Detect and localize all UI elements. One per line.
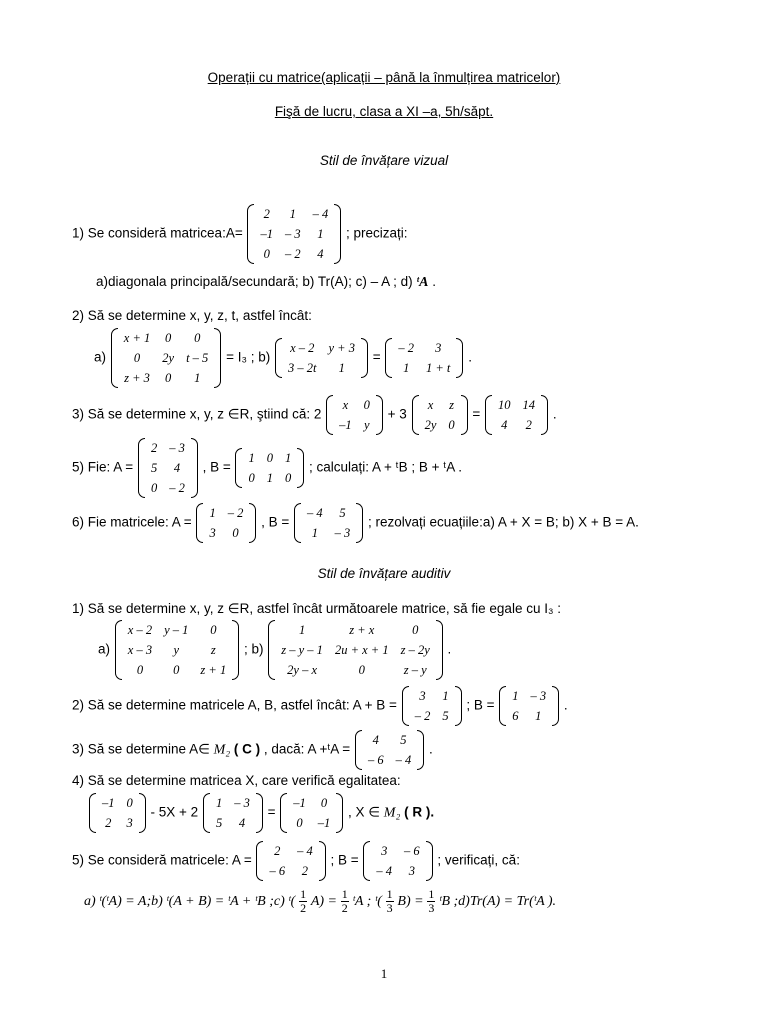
matrix-grid — [409, 686, 455, 726]
matrix-bracket-right — [552, 686, 559, 726]
matrix-cell: 3 — [126, 816, 133, 830]
matrix-bracket-right — [417, 730, 424, 770]
problem-1-visual — [72, 204, 408, 264]
matrix-cell: 2 — [525, 418, 532, 432]
matrix-bracket-right — [139, 793, 146, 833]
matrix-cell: 1 — [512, 689, 519, 703]
matrix-cell: 0 — [320, 796, 328, 810]
matrix-3-1 — [326, 395, 383, 435]
property-text: a) ᵗ(ᵗA) = A;b) ᵗ(A + B) = ᵗA + ᵗB ;c) ᵗ( — [84, 894, 296, 910]
matrix-cell: 0 — [210, 623, 217, 637]
matrix-6-B — [294, 503, 363, 543]
problem-2-auditive — [72, 686, 568, 726]
matrix-bracket-left — [280, 793, 287, 833]
matrix-grid — [96, 793, 139, 833]
matrix-3-3 — [485, 395, 548, 435]
matrix-cell: 14 — [522, 398, 536, 412]
matrix-cell: 1 — [338, 361, 345, 375]
matrix-bracket-left — [385, 338, 392, 378]
matrix-cell: 2u + x + 1 — [334, 643, 389, 657]
matrix-cell: 0 — [448, 418, 455, 432]
page-number: 1 — [380, 966, 388, 981]
matrix-bracket-right — [336, 793, 343, 833]
matrix-bracket-left — [138, 438, 145, 498]
matrix-bracket-left — [256, 841, 263, 881]
problem-5-properties — [84, 888, 556, 915]
matrix-cell: – 3 — [530, 689, 547, 703]
problem-1-auditive: 1) Să se determine x, y, z ∈R, astfel încât următoarele matrice, să fie egale cu I₃ : — [72, 601, 561, 616]
matrix-cell: 0 — [126, 796, 133, 810]
matrix-cell: 5 — [339, 506, 346, 520]
matrix-bracket-left — [247, 204, 254, 264]
problem-2-visual: 2) Să se determine x, y, z, t, astfel încât: — [72, 308, 312, 323]
matrix-cell: – 2 — [227, 506, 244, 520]
matrix-bracket-left — [268, 620, 275, 680]
matrix-cell: –1 — [339, 418, 352, 432]
matrix-cell: 5 — [442, 709, 449, 723]
matrix-bracket-left — [363, 841, 370, 881]
matrix-grid — [118, 328, 215, 388]
page-subtitle: Fişă de lucru, clasa a XI –a, 5h/săpt. — [274, 104, 494, 119]
matrix-cell: 1 — [266, 471, 273, 485]
matrix-2a — [111, 328, 222, 388]
matrix-cell: 2 — [301, 864, 309, 878]
matrix-grid — [282, 338, 361, 378]
problem-4-equation — [88, 793, 434, 833]
matrix-bracket-left — [402, 686, 409, 726]
matrix-3-2 — [412, 395, 468, 435]
matrix-grid — [419, 395, 461, 435]
matrix-cell: 1 — [209, 506, 216, 520]
matrix-cell: – 3 — [169, 441, 185, 455]
problem-text: . — [428, 741, 433, 757]
matrix-bracket-right — [456, 338, 463, 378]
matrix-grid — [122, 620, 232, 680]
matrix-cell: 1 — [289, 207, 296, 221]
matrix-cell: 1 — [194, 371, 201, 385]
matrix-cell: 1 — [298, 623, 306, 637]
matrix-cell: 0 — [136, 663, 144, 677]
problem-text: 6) Fie matricele: A = — [72, 514, 192, 530]
matrix-cell: x — [342, 398, 349, 412]
problem-1-auditive-matrices — [98, 620, 451, 680]
matrix-cell: –1 — [260, 227, 273, 241]
matrix-cell: x + 1 — [123, 331, 151, 345]
matrix-cell: 4 — [317, 247, 324, 261]
matrix-cell: – 6 — [404, 844, 420, 858]
matrix-grid — [301, 503, 356, 543]
matrix-grid — [333, 395, 376, 435]
matrix-q2-2 — [499, 686, 559, 726]
problem-1-items — [96, 274, 436, 291]
matrix-cell: t – 5 — [186, 351, 209, 365]
matrix-cell: x – 3 — [127, 643, 153, 657]
matrix-q2-1 — [402, 686, 462, 726]
fraction-num: 1 — [428, 887, 435, 901]
fraction-one-half-rhs — [341, 888, 349, 915]
matrix-cell: 1 — [535, 709, 542, 723]
fraction-den: 2 — [300, 901, 307, 915]
matrix-bracket-right — [334, 204, 341, 264]
matrix-2b-left — [275, 338, 368, 378]
matrix-grid — [203, 503, 249, 543]
matrix-bracket-right — [319, 841, 326, 881]
problem-text: 5) Se consideră matricele: A = — [72, 852, 252, 868]
fraction-num: 1 — [341, 887, 348, 901]
matrix-cell: 1 — [215, 796, 223, 810]
matrix-cell: – 4 — [376, 864, 393, 878]
matrix-cell: 4 — [501, 418, 508, 432]
matrix-cell: y — [363, 418, 370, 432]
matrix-bracket-left — [89, 793, 96, 833]
problem-text: , B = — [202, 459, 231, 475]
matrix-cell: y – 1 — [164, 623, 189, 637]
matrix-q3 — [355, 730, 424, 770]
matrix-cell: 4 — [238, 816, 246, 830]
matrix-bracket-left — [294, 503, 301, 543]
problem-5-visual — [72, 438, 462, 498]
problem-text: a)diagonala principală/secundară; b) Tr(A); c) – A ; d) — [96, 274, 413, 289]
matrix-cell: x — [427, 398, 434, 412]
matrix-q5-A — [256, 841, 325, 881]
property-text: A) = — [310, 894, 337, 910]
matrix-cell: 5 — [215, 816, 223, 830]
problem-5-auditive — [72, 841, 520, 881]
matrix-cell: –1 — [293, 796, 306, 810]
problem-text: = — [267, 804, 276, 820]
matrix-grid — [254, 204, 334, 264]
matrix-cell: 1 + t — [426, 361, 451, 375]
matrix-cell: z – 2y — [400, 643, 430, 657]
matrix-cell: 0 — [263, 247, 270, 261]
fraction-den: 3 — [428, 901, 435, 915]
problem-text: ; B = — [466, 697, 495, 713]
matrix-cell: 2y – x — [287, 663, 318, 677]
matrix-cell: z + x — [349, 623, 375, 637]
problem-text: 5) Fie: A = — [72, 459, 134, 475]
problem-text: . — [468, 349, 472, 365]
matrix-bracket-right — [376, 395, 383, 435]
matrix-bracket-left — [499, 686, 506, 726]
matrix-2b-right — [385, 338, 463, 378]
matrix-bracket-right — [214, 328, 221, 388]
matrix-cell: 0 — [232, 526, 239, 540]
problem-text: ; rezolvați ecuațiile:a) A + X = B; b) X + B = A. — [368, 514, 639, 530]
matrix-cell: y + 3 — [328, 341, 355, 355]
matrix-cell: 1 — [442, 689, 449, 703]
matrix-bracket-left — [203, 793, 210, 833]
property-text: B) = — [397, 894, 424, 910]
matrix-cell: z + 1 — [200, 663, 227, 677]
problem-3-visual — [72, 395, 557, 435]
matrix-bracket-left — [275, 338, 282, 378]
matrix-cell: 5 — [400, 733, 407, 747]
section-title-visual: Stil de învățare vizual — [319, 153, 449, 168]
problem-text: ; precizați: — [346, 225, 408, 241]
matrix-cell: z — [449, 398, 454, 412]
matrix-cell: 0 — [173, 663, 180, 677]
problem-text: 3) Să se determine A∈ — [72, 741, 210, 757]
matrix-cell: 3 – 2t — [287, 361, 317, 375]
fraction-one-third — [386, 888, 394, 915]
matrix-5-A — [138, 438, 198, 498]
matrix-cell: – 4 — [312, 207, 329, 221]
matrix-bracket-right — [541, 395, 548, 435]
matrix-grid — [210, 793, 256, 833]
problem-text: , dacă: A +ᵗA = — [263, 741, 351, 757]
matrix-cell: 2 — [263, 207, 270, 221]
problem-text: . — [447, 641, 452, 657]
matrix-cell: 0 — [363, 398, 370, 412]
matrix-grid — [263, 841, 318, 881]
matrix-cell: 3 — [209, 526, 216, 540]
matrix-cell: x – 2 — [127, 623, 153, 637]
problem-2-equations — [94, 328, 472, 388]
matrix-grid — [242, 448, 297, 488]
matrix-cell: 0 — [165, 331, 172, 345]
matrix-5-B — [235, 448, 304, 488]
matrix-cell: y — [173, 643, 180, 657]
page-title: Operații cu matrice(aplicații – până la înmulțirea matricelor) — [207, 70, 561, 85]
matrix-cell: –1 — [102, 796, 115, 810]
matrix-grid — [370, 841, 425, 881]
matrix-cell: – 2 — [398, 341, 414, 355]
matrix-cell: 0 — [284, 471, 292, 485]
matrix-cell: 0 — [133, 351, 141, 365]
matrix-cell: 4 — [372, 733, 379, 747]
matrix-cell: 0 — [248, 471, 255, 485]
matrix-cell: 0 — [150, 481, 158, 495]
matrix-grid — [287, 793, 336, 833]
problem-3-auditive — [72, 730, 433, 770]
matrix-grid — [145, 438, 191, 498]
matrix-cell: 0 — [296, 816, 303, 830]
fraction-num: 1 — [300, 887, 307, 901]
matrix-cell: 10 — [498, 398, 511, 412]
matrix-q4-1 — [89, 793, 146, 833]
matrix-cell: – 3 — [234, 796, 250, 810]
problem-text: ; b) — [243, 641, 264, 657]
problem-text: = — [472, 406, 481, 422]
matrix-cell: 3 — [419, 689, 426, 703]
matrix-bracket-right — [426, 841, 433, 881]
fraction-num: 1 — [386, 887, 393, 901]
matrix-q4-3 — [280, 793, 343, 833]
matrix-grid — [362, 730, 417, 770]
matrix-cell: 2y — [424, 418, 437, 432]
matrix-cell: 3 — [381, 844, 388, 858]
matrix-q1-b — [268, 620, 443, 680]
matrix-cell: 5 — [150, 461, 158, 475]
matrix-cell: 2 — [105, 816, 112, 830]
transpose-A: ᵗA — [416, 275, 429, 290]
problem-text: a) — [94, 349, 107, 365]
matrix-bracket-left — [412, 395, 419, 435]
matrix-cell: 2 — [274, 844, 281, 858]
matrix-cell: – 4 — [297, 844, 313, 858]
matrix-grid — [275, 620, 436, 680]
problem-text: , X ∈ — [348, 804, 381, 820]
problem-text: + 3 — [387, 406, 407, 422]
matrix-cell: 2y — [162, 351, 175, 365]
matrix-bracket-right — [436, 620, 443, 680]
matrix-cell: – 2 — [169, 481, 185, 495]
matrix-bracket-left — [235, 448, 242, 488]
matrix-cell: – 6 — [269, 864, 286, 878]
matrix-bracket-right — [256, 793, 263, 833]
matrix-cell: 0 — [194, 331, 201, 345]
matrix-bracket-right — [461, 395, 468, 435]
problem-text: 1) Se consideră matricea:A= — [72, 225, 243, 241]
matrix-cell: 4 — [173, 461, 181, 475]
matrix-bracket-left — [326, 395, 333, 435]
matrix-bracket-left — [196, 503, 203, 543]
matrix-cell: 2 — [150, 441, 158, 455]
matrix-q4-2 — [203, 793, 263, 833]
matrix-cell: 3 — [408, 864, 415, 878]
matrix-cell: – 2 — [414, 709, 431, 723]
matrix-bracket-right — [249, 503, 256, 543]
problem-text: . — [432, 274, 436, 289]
matrix-cell: – 3 — [284, 227, 301, 241]
matrix-cell: x – 2 — [290, 341, 315, 355]
problem-text: . — [563, 697, 568, 713]
matrix-cell: 1 — [284, 451, 292, 465]
matrix-cell: 6 — [512, 709, 519, 723]
problem-6-visual — [72, 503, 639, 543]
property-text: ᵗA ; ᵗ( — [352, 894, 382, 910]
matrix-6-A — [196, 503, 256, 543]
matrix-bracket-right — [455, 686, 462, 726]
problem-text: 2) Să se determine matricele A, B, astfel încât: A + B = — [72, 697, 397, 713]
matrix-grid — [392, 338, 456, 378]
matrix-q1-a — [115, 620, 239, 680]
matrix-cell: – 4 — [307, 506, 323, 520]
matrix-cell: 0 — [266, 451, 273, 465]
matrix-bracket-right — [361, 338, 368, 378]
field-symbol: ( C ) — [233, 741, 261, 757]
matrix-cell: z — [210, 643, 216, 657]
matrix-cell: z – y — [403, 663, 427, 677]
matrix-bracket-left — [485, 395, 492, 435]
problem-text: a) — [98, 641, 111, 657]
matrix-cell: 1 — [403, 361, 410, 375]
matrix-cell: – 2 — [284, 247, 301, 261]
matrix-bracket-right — [356, 503, 363, 543]
matrix-grid — [492, 395, 541, 435]
matrix-set-symbol: M₂ — [383, 805, 401, 821]
matrix-cell: 0 — [165, 371, 172, 385]
problem-text: = — [372, 349, 381, 365]
fraction-one-half — [299, 888, 307, 915]
fraction-den: 2 — [341, 901, 348, 915]
problem-text: ; B = — [330, 852, 359, 868]
matrix-cell: – 3 — [334, 526, 351, 540]
matrix-q5-B — [363, 841, 432, 881]
problem-text: = I₃ ; b) — [226, 349, 271, 365]
matrix-bracket-left — [111, 328, 118, 388]
matrix-cell: 0 — [358, 663, 365, 677]
problem-text: - 5X + 2 — [150, 804, 199, 820]
matrix-set-symbol: M₂ — [213, 742, 231, 758]
matrix-cell: – 4 — [395, 753, 412, 767]
matrix-cell: 1 — [311, 526, 318, 540]
matrix-bracket-right — [232, 620, 239, 680]
property-text: ᵗB ;d)Tr(A) = Tr(ᵗA ). — [439, 894, 557, 910]
fraction-one-third-rhs — [427, 888, 435, 915]
fraction-den: 3 — [386, 901, 393, 915]
matrix-cell: 3 — [435, 341, 442, 355]
matrix-bracket-right — [191, 438, 198, 498]
matrix-A — [247, 204, 341, 264]
problem-text: , B = — [261, 514, 290, 530]
matrix-cell: – 6 — [367, 753, 384, 767]
matrix-cell: z – y – 1 — [281, 643, 323, 657]
section-title-auditive: Stil de învățare auditiv — [317, 566, 451, 581]
matrix-grid — [506, 686, 552, 726]
matrix-cell: –1 — [317, 816, 331, 830]
field-symbol: ( R ). — [404, 804, 435, 820]
matrix-cell: 0 — [412, 623, 419, 637]
problem-text: . — [552, 406, 557, 422]
matrix-bracket-left — [115, 620, 122, 680]
problem-text: ; verificați, că: — [437, 852, 520, 868]
matrix-bracket-right — [297, 448, 304, 488]
problem-text: ; calculați: A + ᵗB ; B + ᵗA . — [309, 459, 463, 475]
matrix-bracket-left — [355, 730, 362, 770]
matrix-cell: 1 — [317, 227, 324, 241]
problem-4-auditive: 4) Să se determine matricea X, care verifică egalitatea: — [72, 773, 401, 788]
matrix-cell: z + 3 — [124, 371, 150, 385]
problem-text: 3) Să se determine x, y, z ∈R, ştiind că: 2 — [72, 406, 322, 422]
matrix-cell: 1 — [248, 451, 255, 465]
